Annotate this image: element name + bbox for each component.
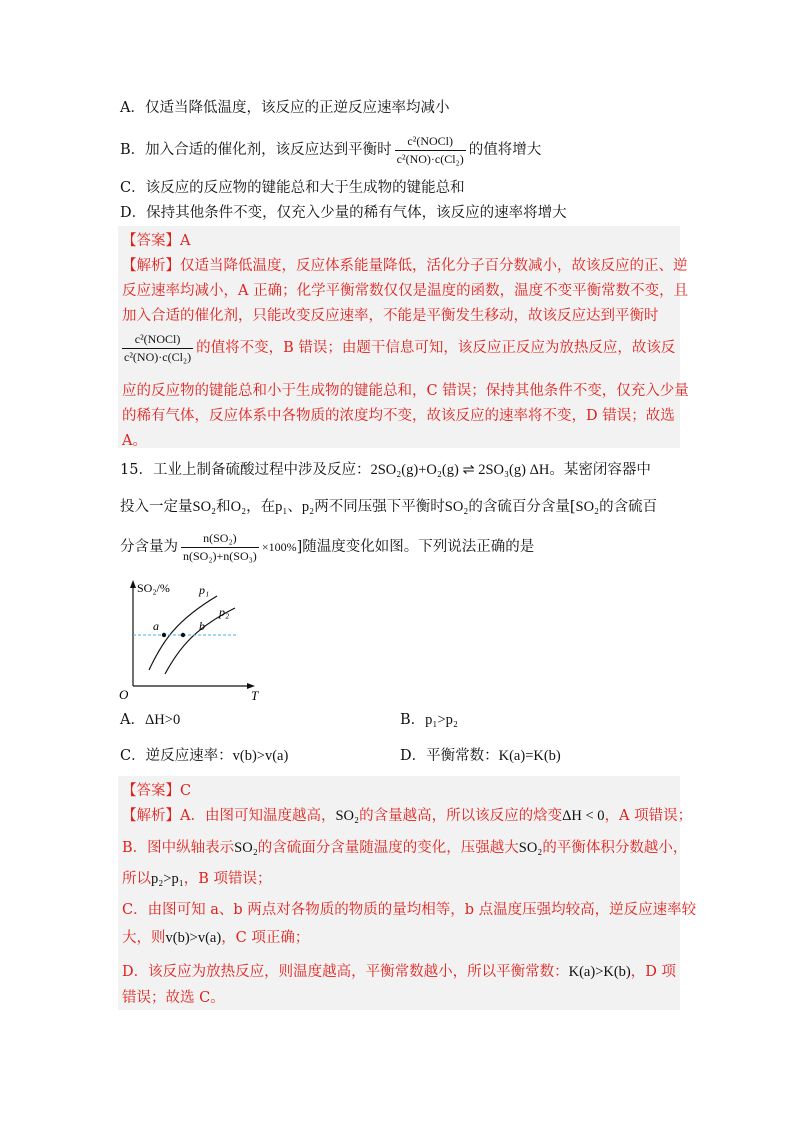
point-b	[181, 633, 185, 637]
explanation-text: 的含硫面分含量随温度的变化，压强越大	[257, 840, 519, 856]
q15-equation: 2SO₂(g)+O₂(g) ⇌ 2SO₃(g) ΔH	[370, 462, 550, 478]
point-b-label: b	[199, 619, 205, 633]
explanation-text: ，B 项错误；	[183, 871, 272, 887]
q14-option-d: D．保持其他条件不变，仅充入少量的稀有气体，该反应的速率将增大	[120, 205, 567, 221]
x-axis-label: T	[251, 688, 259, 700]
y-axis-arrow	[130, 580, 136, 588]
option-value: v(b)>v(a)	[232, 748, 289, 764]
q15-explanation-line	[122, 806, 692, 826]
option-letter: A．	[120, 712, 145, 728]
fraction-numerator: c²(NOCl)	[122, 332, 193, 349]
q14-option-b	[120, 133, 541, 167]
fraction-denominator: c²(NO)·c(Cl₂)	[124, 349, 192, 364]
formula-so2: SO₂	[575, 499, 600, 515]
option-value: ΔH>0	[144, 712, 181, 728]
q15-stem-text: 的含硫百分含量[	[468, 499, 576, 515]
fraction-numerator: c²(NOCl)	[395, 134, 466, 151]
option-value: K(a)=K(b)	[498, 748, 561, 764]
formula-so2: SO₂	[518, 840, 543, 856]
q15-stem-line3	[120, 529, 534, 565]
q14-explanation-line	[122, 331, 675, 365]
q15-explanation-line	[122, 928, 309, 948]
constant-comparison: K(a)>K(b)	[568, 964, 631, 980]
q15-option-b	[400, 710, 458, 730]
fraction-denominator: n(SO₂)+n(SO₃)	[183, 548, 257, 563]
option-letter: B．	[400, 712, 426, 728]
explanation-text: B．图中纵轴表示	[122, 840, 235, 856]
q15-answer: 【答案】C	[122, 783, 192, 799]
pressure-comparison: p₂>p₁	[151, 871, 184, 887]
formula-so2: SO₂	[335, 808, 360, 824]
q15-stem-text: 的含硫百	[599, 499, 658, 515]
q15-fraction	[181, 531, 259, 564]
q15-explanation-line	[122, 869, 272, 889]
curve-p2-label: p₂	[219, 605, 230, 619]
q15-explanation-line	[122, 962, 676, 982]
q15-stem-text: 和	[216, 499, 231, 515]
q14-explanation-line: 的稀有气体，反应体系中各物质的浓度均不变，故该反应的速率将不变，D 错误；故选	[122, 408, 675, 424]
origin-label: O	[119, 687, 129, 700]
explanation-text: 【解析】A．由图可知温度越高，	[122, 808, 336, 824]
q14-explanation-line: 反应速率均减小，A 正确；化学平衡常数仅仅是温度的函数，温度不变平衡常数不变，且	[122, 283, 689, 299]
rate-comparison: v(b)>v(a)	[165, 930, 222, 946]
q15-stem-text: ，在	[246, 499, 276, 515]
option-value: p₁>p₂	[425, 712, 458, 728]
explanation-text: 的平衡体积分数越小，	[542, 840, 688, 856]
formula-o2: O₂	[230, 499, 247, 515]
fraction-denominator: c²(NO)·c(Cl₂)	[396, 151, 464, 166]
formula-so2: SO₂	[192, 499, 217, 515]
pressure-labels: p₁、p₂	[275, 499, 315, 515]
q14-answer: 【答案】A	[122, 233, 191, 249]
q14-option-c: C．该反应的反应物的键能总和大于生成物的键能总和	[120, 180, 465, 196]
enthalpy-value: ΔH < 0	[562, 808, 605, 824]
q15-stem-line2	[120, 497, 657, 517]
formula-so2: SO₂	[234, 840, 258, 856]
curve-p1-label: p₁	[199, 583, 210, 597]
q15-option-a	[120, 710, 180, 730]
q14-explanation-line: A。	[122, 433, 147, 449]
option-letter: D．平衡常数：	[400, 748, 499, 764]
q14-explanation-line: 【解析】仅适当降低温度，反应体系能量降低，活化分子百分数减小，故该反应的正、逆	[122, 258, 688, 274]
q15-stem-text: 两不同压强下平衡时	[314, 499, 445, 515]
q15-explanation-line: C．由图可知 a、b 两点对各物质的物质的量均相等，b 点温度压强均较高，逆反应速率较	[122, 902, 697, 918]
q14-option-b-fraction	[395, 134, 466, 167]
explanation-text: ，D 项	[630, 964, 676, 980]
explanation-text: 所以	[122, 871, 151, 887]
q15-figure	[115, 578, 265, 700]
point-a	[162, 633, 166, 637]
q14-option-b-tail: 的值将增大	[468, 142, 542, 158]
q15-option-c	[120, 746, 288, 766]
explanation-text: 大，则	[122, 930, 166, 946]
q14-explanation-line: 加入合适的催化剂，只能改变反应速率，不能是平衡发生移动，故该反应达到平衡时	[122, 308, 659, 324]
q15-stem-text: 15．工业上制备硫酸过程中涉及反应：	[120, 462, 371, 478]
q15-stem-line1	[120, 460, 651, 480]
formula-so2: SO₂	[444, 499, 469, 515]
q15-option-d	[400, 746, 561, 766]
fraction-numerator: n(SO₂)	[181, 531, 259, 548]
q14-explanation-tail: 的值将不变，B 错误；由题干信息可知，该反应正反应为放热反应，故该反	[196, 340, 676, 356]
q15-explanation-line	[122, 838, 687, 858]
q14-explanation-fraction	[122, 332, 193, 365]
explanation-text: ，C 项正确；	[221, 930, 310, 946]
percent-multiplier: ×100%	[261, 540, 297, 554]
explanation-text: 的含量越高，所以该反应的焓变	[359, 808, 563, 824]
q15-stem-text: ]随温度变化如图。下列说法正确的是	[296, 539, 535, 555]
q14-option-b-text: B．加入合适的催化剂，该反应达到平衡时	[120, 142, 392, 158]
q14-explanation-line: 应的反应物的键能总和小于生成物的键能总和，C 错误；保持其他条件不变，仅充入少量	[122, 383, 689, 399]
q15-explanation-line: 错误；故选 C。	[122, 990, 225, 1006]
point-a-label: a	[153, 619, 159, 633]
explanation-text: D．该反应为放热反应，则温度越高，平衡常数越小，所以平衡常数：	[122, 964, 569, 980]
q14-option-a: A．仅适当降低温度，该反应的正逆反应速率均减小	[120, 100, 450, 116]
q15-stem-text: 。某密闭容器中	[549, 462, 651, 478]
option-letter: C．逆反应速率：	[120, 748, 233, 764]
explanation-text: ，A 项错误；	[604, 808, 693, 824]
q15-stem-text: 分含量为	[120, 539, 178, 555]
q15-stem-text: 投入一定量	[120, 499, 193, 515]
y-axis-label: SO₂/%	[137, 581, 170, 595]
